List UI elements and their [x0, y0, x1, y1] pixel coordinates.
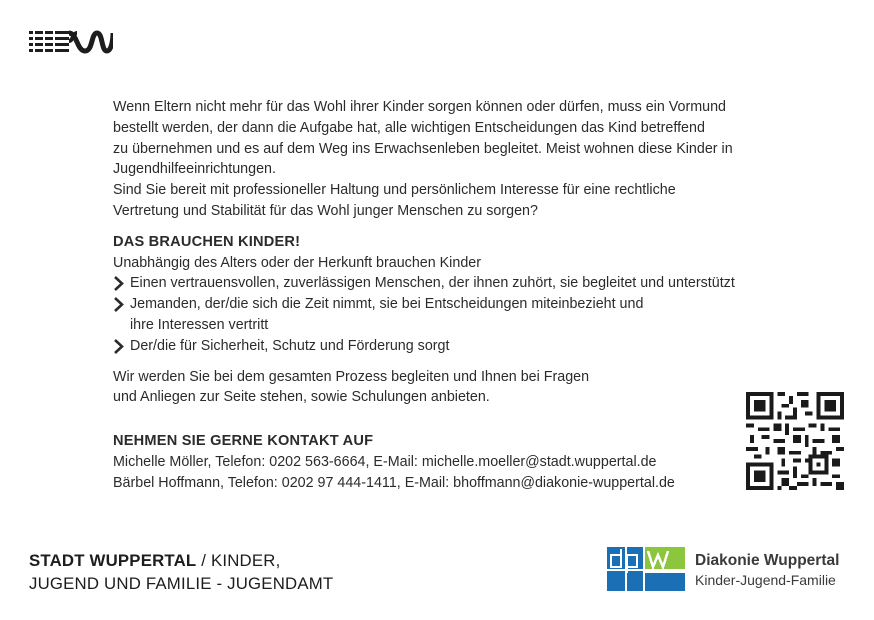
support-line: Wir werden Sie bei dem gesamten Prozess begleiten und Ihnen bei Fragen: [113, 368, 590, 385]
contact-heading: NEHMEN SIE GERNE KONTAKT AUF: [113, 433, 374, 450]
bullet-text: Einen vertrauensvollen, zuverlässigen Menschen, der ihnen zuhört, sie begleitet und unterstützt: [130, 275, 735, 292]
bullet-text: Jemanden, der/die sich die Zeit nimmt, sie bei Entscheidungen miteinbezieht und: [130, 296, 644, 313]
intro-line: zu übernehmen und es auf dem Weg ins Erwachsenleben begleitet. Meist wohnen diese Kinder in: [113, 140, 733, 157]
intro-line: Vertretung und Stabilität für das Wohl junger Menschen zu sorgen?: [113, 202, 538, 219]
list-item: [113, 336, 793, 357]
qr-code-icon[interactable]: [746, 392, 844, 490]
bullet-text: ihre Interessen vertritt: [130, 316, 269, 333]
diakonie-logo: [607, 547, 847, 593]
chevron-right-icon: [113, 276, 125, 291]
org-name-rest: / KINDER,: [196, 551, 281, 570]
diakonie-subtitle: Kinder-Jugend-Familie: [695, 572, 836, 588]
intro-line: Wenn Eltern nicht mehr für das Wohl ihrer Kinder sorgen können oder dürfen, muss ein Vormund: [113, 99, 726, 115]
main-content: [113, 97, 793, 494]
contact-line[interactable]: Bärbel Hoffmann, Telefon: 0202 97 444-1411, E-Mail: bhoffmann@diakonie-wuppertal.de: [113, 474, 675, 491]
contact-line[interactable]: Michelle Möller, Telefon: 0202 563-6664, E-Mail: michelle.moeller@stadt.wuppertal.de: [113, 453, 657, 470]
wuppertal-logo-icon: [29, 29, 113, 55]
needs-lead: Unabhängig des Alters oder der Herkunft brauchen Kinder: [113, 254, 481, 271]
intro-line: Sind Sie bereit mit professioneller Haltung und persönlichem Interesse für eine rechtliche: [113, 182, 676, 199]
bullet-text: Der/die für Sicherheit, Schutz und Förderung sorgt: [130, 337, 450, 354]
intro-line: bestellt werden, der dann die Aufgabe hat, alle wichtigen Entscheidungen das Kind betreffend: [113, 119, 705, 136]
support-text: [113, 367, 793, 409]
chevron-right-icon: [113, 297, 125, 312]
contact-text: [113, 452, 793, 494]
department-name: [29, 549, 333, 595]
org-name-line2: JUGEND UND FAMILIE - JUGENDAMT: [29, 574, 334, 593]
diakonie-text: [695, 551, 839, 590]
list-item: [113, 294, 793, 336]
chevron-right-icon: [113, 339, 125, 354]
diakonie-title: Diakonie Wuppertal: [695, 552, 840, 569]
diakonie-logo-icon: [607, 547, 685, 591]
org-name-bold: STADT WUPPERTAL: [29, 551, 197, 570]
intro-text: [113, 97, 793, 222]
needs-heading: DAS BRAUCHEN KINDER!: [113, 233, 301, 250]
intro-line: Jugendhilfeeinrichtungen.: [113, 161, 276, 178]
support-line: und Anliegen zur Seite stehen, sowie Schulungen anbieten.: [113, 389, 490, 406]
list-item: [113, 273, 793, 294]
